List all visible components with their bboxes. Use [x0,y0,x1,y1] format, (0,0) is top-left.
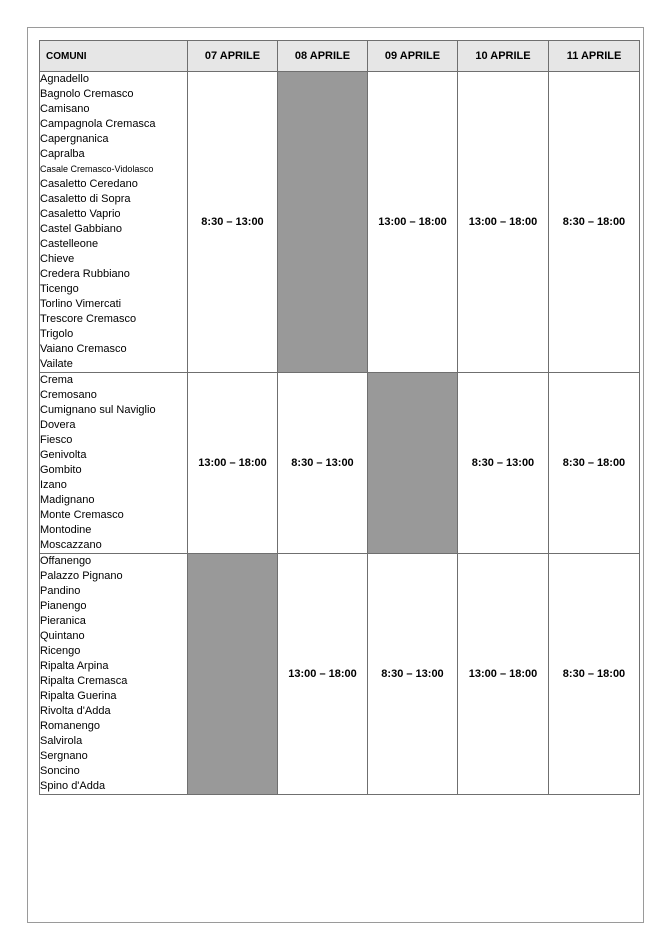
town-name: Bagnolo Cremasco [40,88,134,100]
town-name: Torlino Vimercati [40,298,122,310]
town-name: Spino d'Adda [40,780,106,792]
town-name: Pandino [40,585,81,597]
time-slot: 8:30 – 18:00 [549,554,640,795]
town-name: Cremosano [40,389,97,401]
town-name: Agnadello [40,73,89,85]
header-row [40,41,640,72]
town-name: Casaletto Ceredano [40,178,138,190]
header-day-5: 11 APRILE [549,41,640,72]
town-name: Montodine [40,524,92,536]
header-day-2: 08 APRILE [278,41,368,72]
town-name: Izano [40,479,67,491]
town-name: Capralba [40,148,85,160]
town-name: Ripalta Guerina [40,690,117,702]
header-comuni: COMUNI [40,41,188,72]
closed-slot [188,554,278,795]
time-slot: 13:00 – 18:00 [188,373,278,554]
time-slot: 13:00 – 18:00 [278,554,368,795]
town-name: Trescore Cremasco [40,313,137,325]
time-slot: 13:00 – 18:00 [368,72,458,373]
header-day-4: 10 APRILE [458,41,549,72]
town-name: Ricengo [40,645,81,657]
town-name: Cumignano sul Naviglio [40,404,156,416]
town-name: Vailate [40,358,73,370]
town-name: Castelleone [40,238,99,250]
closed-slot [368,373,458,554]
town-name: Salvirola [40,735,83,747]
town-name: Credera Rubbiano [40,268,130,280]
town-name: Pianengo [40,600,87,612]
town-name: Moscazzano [40,539,102,551]
town-name: Campagnola Cremasca [40,118,156,130]
town-name: Casaletto di Sopra [40,193,131,205]
town-name: Rivolta d'Adda [40,705,111,717]
town-name: Castel Gabbiano [40,223,122,235]
town-name: Offanengo [40,555,92,567]
town-name: Ripalta Cremasca [40,675,128,687]
town-name: Pieranica [40,615,86,627]
time-slot: 8:30 – 13:00 [278,373,368,554]
town-name: Trigolo [40,328,74,340]
time-slot: 8:30 – 13:00 [368,554,458,795]
time-slot: 8:30 – 13:00 [458,373,549,554]
town-name: Soncino [40,765,80,777]
town-name: Sergnano [40,750,88,762]
group-row-3 [40,554,640,795]
town-name: Casaletto Vaprio [40,208,121,220]
town-list-group-3 [40,554,188,795]
town-name: Vaiano Cremasco [40,343,127,355]
town-name: Genivolta [40,449,87,461]
town-name: Dovera [40,419,76,431]
town-name: Madignano [40,494,95,506]
time-slot: 8:30 – 13:00 [188,72,278,373]
town-name: Gombito [40,464,82,476]
time-slot: 13:00 – 18:00 [458,554,549,795]
town-list-group-1 [40,72,188,373]
town-name: Ticengo [40,283,79,295]
town-name: Ripalta Arpina [40,660,109,672]
time-slot: 8:30 – 18:00 [549,72,640,373]
time-slot: 13:00 – 18:00 [458,72,549,373]
town-name: Camisano [40,103,90,115]
town-name: Romanengo [40,720,100,732]
town-name: Casale Cremasco-Vidolasco [40,164,154,174]
closed-slot [278,72,368,373]
group-row-1 [40,72,640,373]
header-day-3: 09 APRILE [368,41,458,72]
group-row-2 [40,373,640,554]
town-name: Capergnanica [40,133,109,145]
header-day-1: 07 APRILE [188,41,278,72]
town-name: Palazzo Pignano [40,570,123,582]
town-name: Crema [40,374,74,386]
town-list-group-2 [40,373,188,554]
town-name: Chieve [40,253,75,265]
town-name: Fiesco [40,434,73,446]
town-name: Monte Cremasco [40,509,124,521]
schedule-table [39,40,640,795]
time-slot: 8:30 – 18:00 [549,373,640,554]
town-name: Quintano [40,630,85,642]
